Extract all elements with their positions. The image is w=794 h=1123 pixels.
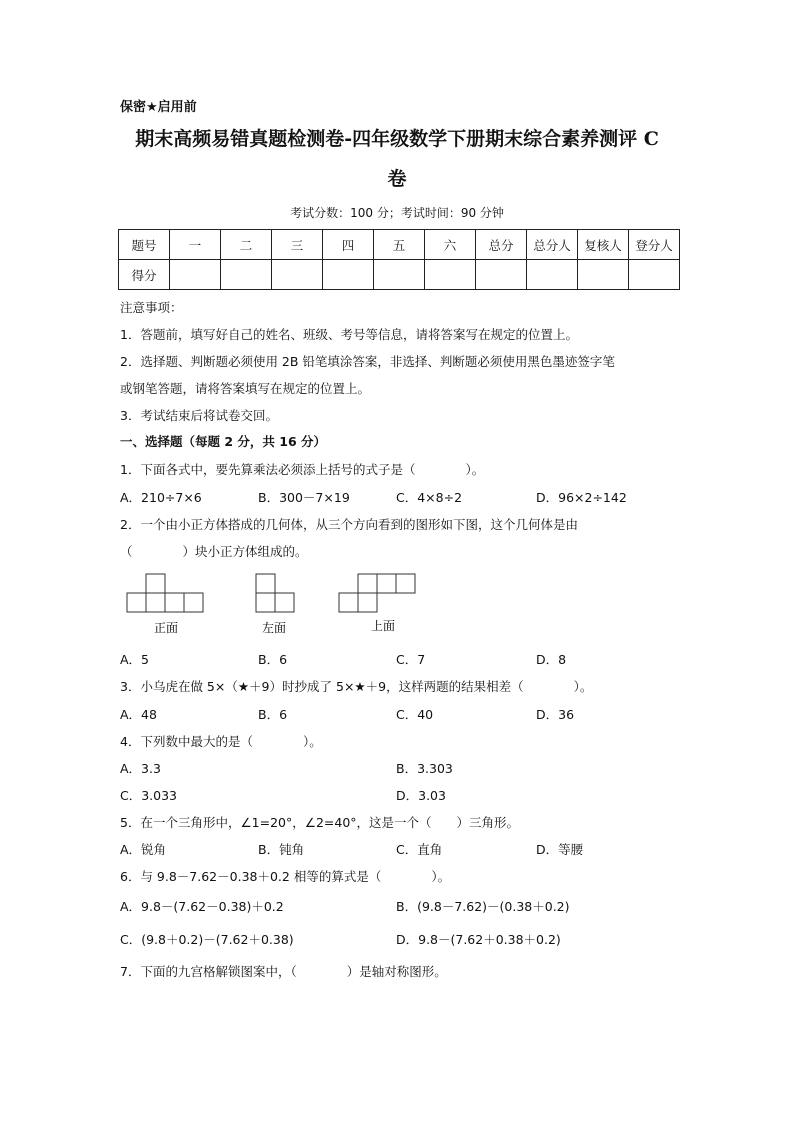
q2-option-b: B．6 bbox=[258, 652, 288, 667]
top-view-label: 上面 bbox=[370, 619, 396, 633]
front-view-label: 正面 bbox=[153, 621, 179, 635]
question-5: 5．在一个三角形中，∠1=20°，∠2=40°，这是一个（ ）三角形。 bbox=[120, 815, 520, 830]
left-view-label: 左面 bbox=[261, 621, 287, 635]
score-cell: 五 bbox=[374, 230, 425, 260]
top-view-square bbox=[358, 593, 377, 612]
score-table-header-row bbox=[119, 230, 680, 260]
score-blank-cell bbox=[374, 260, 425, 290]
three-view-figure bbox=[124, 570, 424, 642]
q3-option-b: B．6 bbox=[258, 707, 288, 722]
q6-option-b: B．(9.8－7.62)－(0.38＋0.2) bbox=[396, 899, 570, 914]
q4-option-d: D．3.03 bbox=[396, 788, 446, 803]
q6-option-a: A．9.8－(7.62－0.38)＋0.2 bbox=[120, 899, 284, 914]
q5-option-a: A．锐角 bbox=[120, 842, 167, 857]
front-view-square bbox=[146, 593, 165, 612]
exam-title-line2: 卷 bbox=[387, 168, 407, 190]
top-view-square bbox=[396, 574, 415, 593]
q1-option-b: B．300－7×19 bbox=[258, 490, 350, 505]
score-row-label: 得分 bbox=[119, 260, 170, 290]
note-item: 或钢笔答题，请将答案填写在规定的位置上。 bbox=[120, 381, 371, 396]
score-table-score-row bbox=[119, 260, 680, 290]
score-cell: 四 bbox=[323, 230, 374, 260]
section-heading: 一、选择题（每题 2 分，共 16 分） bbox=[120, 434, 327, 449]
score-cell: 二 bbox=[221, 230, 272, 260]
q2-option-a: A．5 bbox=[120, 652, 150, 667]
front-view-square bbox=[127, 593, 146, 612]
question-7: 7．下面的九宫格解锁图案中，（ ）是轴对称图形。 bbox=[120, 964, 447, 979]
q2-option-c: C．7 bbox=[396, 652, 426, 667]
score-cell: 三 bbox=[272, 230, 323, 260]
q1-option-c: C．4×8÷2 bbox=[396, 490, 463, 505]
left-view-square bbox=[275, 593, 294, 612]
top-view-square bbox=[358, 574, 377, 593]
q4-option-a: A．3.3 bbox=[120, 761, 161, 776]
q5-option-d: D．等腰 bbox=[536, 842, 584, 857]
q3-option-d: D．36 bbox=[536, 707, 575, 722]
score-blank-cell bbox=[323, 260, 374, 290]
exam-meta: 考试分数：100 分；考试时间：90 分钟 bbox=[290, 206, 504, 220]
front-view-square bbox=[165, 593, 184, 612]
score-blank-cell bbox=[527, 260, 578, 290]
question-2: 2．一个由小正方体搭成的几何体，从三个方向看到的图形如下图，这个几何体是由 bbox=[120, 517, 578, 532]
score-blank-cell bbox=[170, 260, 221, 290]
score-cell: 六 bbox=[425, 230, 476, 260]
note-item: 3．考试结束后将试卷交回。 bbox=[120, 408, 278, 423]
front-view-square bbox=[184, 593, 203, 612]
q6-option-d: D．9.8－(7.62＋0.38＋0.2) bbox=[396, 932, 561, 947]
score-cell: 一 bbox=[170, 230, 221, 260]
score-cell: 总分 bbox=[476, 230, 527, 260]
score-blank-cell bbox=[629, 260, 680, 290]
score-blank-cell bbox=[425, 260, 476, 290]
score-cell: 登分人 bbox=[629, 230, 680, 260]
score-blank-cell bbox=[578, 260, 629, 290]
top-view-square bbox=[339, 593, 358, 612]
q1-option-d: D．96×2÷142 bbox=[536, 490, 627, 505]
front-view-square bbox=[146, 574, 165, 593]
note-item: 1．答题前，填写好自己的姓名、班级、考号等信息，请将答案写在规定的位置上。 bbox=[120, 327, 578, 342]
score-table bbox=[118, 229, 680, 290]
score-blank-cell bbox=[476, 260, 527, 290]
left-view-square bbox=[256, 593, 275, 612]
exam-title: 期末高频易错真题检测卷-四年级数学下册期末综合素养测评 C bbox=[135, 128, 659, 150]
top-view-square bbox=[377, 574, 396, 593]
score-blank-cell bbox=[221, 260, 272, 290]
confidential-label: 保密★启用前 bbox=[120, 100, 197, 115]
score-blank-cell bbox=[272, 260, 323, 290]
score-cell: 复核人 bbox=[578, 230, 629, 260]
score-cell: 题号 bbox=[119, 230, 170, 260]
q3-option-a: A．48 bbox=[120, 707, 157, 722]
q6-option-c: C．(9.8＋0.2)－(7.62＋0.38) bbox=[120, 932, 294, 947]
q1-option-a: A．210÷7×6 bbox=[120, 490, 202, 505]
q4-option-c: C．3.033 bbox=[120, 788, 178, 803]
note-item: 2．选择题、判断题必须使用 2B 铅笔填涂答案，非选择、判断题必须使用黑色墨迹签字笔 bbox=[120, 354, 615, 369]
question-2-line2: （ ）块小正方体组成的。 bbox=[120, 544, 308, 559]
question-3: 3．小乌虎在做 5×（★＋9）时抄成了 5×★＋9，这样两题的结果相差（ ）。 bbox=[120, 679, 593, 694]
notes-heading: 注意事项： bbox=[120, 300, 183, 315]
score-cell: 总分人 bbox=[527, 230, 578, 260]
question-1: 1．下面各式中，要先算乘法必须添上括号的式子是（ ）。 bbox=[120, 462, 485, 477]
q5-option-b: B．钝角 bbox=[258, 842, 305, 857]
q4-option-b: B．3.303 bbox=[396, 761, 453, 776]
left-view-square bbox=[256, 574, 275, 593]
q3-option-c: C．40 bbox=[396, 707, 434, 722]
question-6: 6．与 9.8－7.62－0.38＋0.2 相等的算式是（ ）。 bbox=[120, 869, 451, 884]
q2-option-d: D．8 bbox=[536, 652, 567, 667]
question-4: 4．下列数中最大的是（ ）。 bbox=[120, 734, 322, 749]
q5-option-c: C．直角 bbox=[396, 842, 443, 857]
